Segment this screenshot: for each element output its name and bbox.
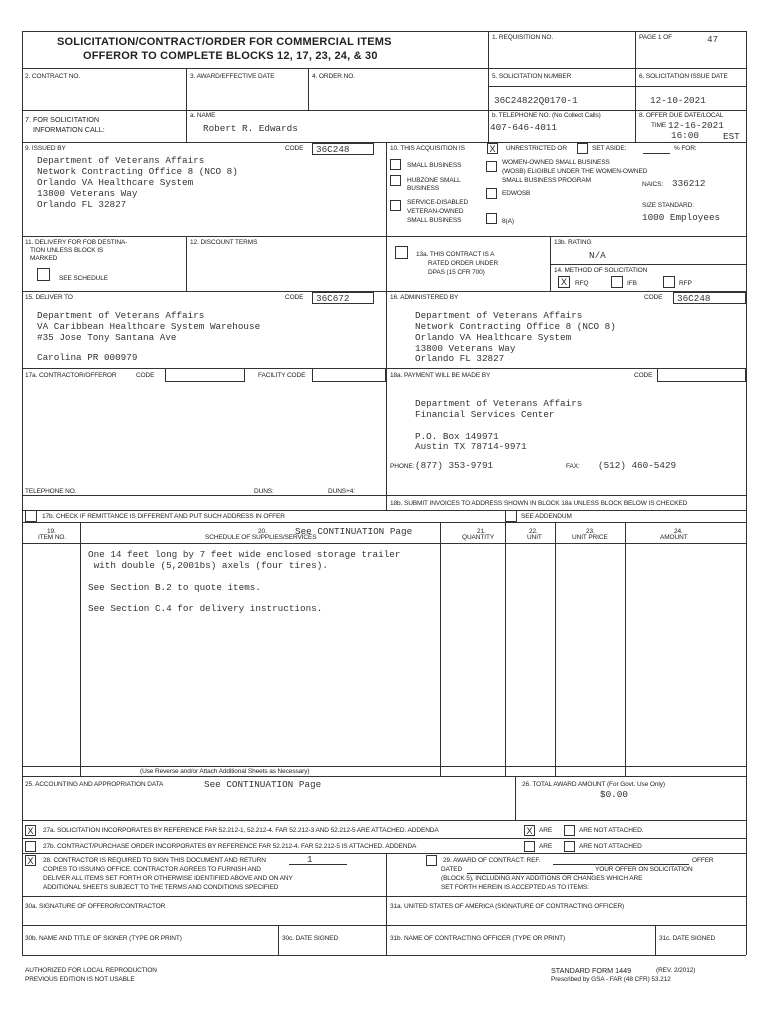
28-line-4: ADDITIONAL SHEETS SUBJECT TO THE TERMS AND CONDITIONS SPECIFIED: [43, 884, 279, 891]
rule: [386, 853, 387, 955]
hubzone-label-1: HUBZONE SMALL: [407, 177, 461, 184]
rule: [488, 86, 746, 87]
payment-code-label: CODE: [634, 372, 653, 379]
contract-no-label: 2. CONTRACT NO.: [25, 73, 81, 80]
rule: [186, 68, 187, 142]
wosb-label-1: WOMEN-OWNED SMALL BUSINESS: [502, 159, 610, 166]
rule: [746, 31, 747, 955]
supplies-label: SCHEDULE OF SUPPLIES/SERVICES: [205, 534, 317, 541]
time-zone: EST: [723, 131, 740, 142]
administered-by-line-5: Orlando FL 32827: [415, 353, 505, 364]
28-line-2: COPIES TO ISSUING OFFICE. CONTRACTOR AGREES TO FURNISH AND: [43, 866, 261, 873]
rated-order-label-3: DPAS (15 CFR 700): [428, 269, 485, 276]
footer-rev: (REV. 2/2012): [656, 967, 696, 974]
unrestricted-checkbox[interactable]: X: [487, 143, 498, 154]
size-standard-value[interactable]: 1000 Employees: [642, 212, 721, 223]
rule: [22, 31, 23, 955]
28-checkbox[interactable]: X: [25, 855, 36, 866]
solicitation-info-label-2: INFORMATION CALL:: [33, 125, 105, 134]
rule: [22, 896, 746, 897]
rule: [22, 955, 746, 956]
rule: [22, 776, 746, 777]
rule: [22, 820, 746, 821]
edwosb-label: EDWOSB: [502, 190, 531, 197]
27a-checkbox[interactable]: X: [25, 825, 36, 836]
offer-due-time[interactable]: 16:00: [671, 130, 699, 141]
deliver-to-line-3: #35 Jose Tony Santana Ave: [37, 332, 177, 343]
footer-prev: PREVIOUS EDITION IS NOT USABLE: [25, 976, 135, 983]
administered-by-line-4: 13800 Veterans Way: [415, 343, 516, 354]
copies-line: [289, 864, 347, 865]
deliver-to-line-1: Department of Veterans Affairs: [37, 310, 205, 321]
payment-line-4: P.O. Box 149971: [415, 431, 499, 442]
accounting-label: 25. ACCOUNTING AND APPROPRIATION DATA: [25, 781, 164, 788]
29-offer-label: OFFER: [692, 857, 714, 864]
rule: [22, 925, 746, 926]
rule: [22, 853, 746, 854]
rule: [22, 236, 746, 237]
amount-number: 24.: [674, 528, 683, 535]
schedule-line-1: One 14 feet long by 7 feet wide enclosed storage trailer: [88, 549, 401, 560]
issued-by-line-4: 13800 Veterans Way: [37, 188, 138, 199]
order-no-label: 4. ORDER NO.: [312, 73, 355, 80]
unit-label: UNIT: [527, 534, 542, 541]
rating-value[interactable]: N/A: [589, 250, 606, 261]
deliver-to-code-label: CODE: [285, 294, 304, 301]
copies-count[interactable]: 1: [307, 854, 313, 865]
unrestricted-label: UNRESTRICTED OR: [506, 145, 567, 152]
quantity-label: QUANTITY: [462, 534, 495, 541]
sdvosb-label-1: SERVICE-DISABLED: [407, 199, 469, 206]
solicitation-no[interactable]: 36C24822Q0170-1: [494, 95, 578, 106]
administered-by-code-label: CODE: [644, 294, 663, 301]
deliver-to-line-5: Carolina PR 000979: [37, 352, 138, 363]
rule: [80, 522, 81, 776]
rule: [22, 838, 746, 839]
pct-for-label: % FOR:: [674, 145, 697, 152]
rule: [22, 543, 746, 544]
solicitation-info-label-1: 7. FOR SOLICITATION: [25, 115, 100, 124]
ifb-label: IFB: [627, 280, 637, 287]
rfp-checkbox[interactable]: [663, 276, 675, 288]
fob-label-2: TION UNLESS BLOCK IS: [30, 247, 104, 254]
page-total: 47: [707, 34, 719, 45]
size-standard-label: SIZE STANDARD:: [642, 202, 694, 209]
offer-due-label: 8. OFFER DUE DATE/LOCAL: [639, 112, 724, 119]
sdvosb-label-3: SMALL BUSINESS: [407, 217, 462, 224]
reverse-note: (Use Reverse and/or Attach Additional Sheets as Necessary): [140, 768, 310, 775]
footer-form: STANDARD FORM 1449: [551, 966, 632, 975]
item-no-label: ITEM NO.: [38, 534, 67, 541]
29-dated-label: DATED: [441, 866, 463, 873]
27b-checkbox[interactable]: [25, 841, 36, 852]
27b-are-label: ARE: [539, 843, 553, 850]
duns-label: DUNS:: [254, 488, 274, 495]
sdvosb-label-2: VETERAN-OWNED: [407, 208, 464, 215]
rule: [625, 522, 626, 776]
rule: [655, 925, 656, 955]
facility-code-label: FACILITY CODE: [258, 372, 306, 379]
payment-phone-label: PHONE:: [390, 463, 415, 470]
duns4-label: DUNS+4:: [328, 488, 355, 495]
29-line-3: (BLOCK 5), INCLUDING ANY ADDITIONS OR CHANGES WHICH ARE: [441, 875, 643, 882]
rule: [278, 925, 279, 955]
dated-line: [467, 873, 593, 874]
contractor-label: 17a. CONTRACTOR/OFFEROR: [25, 372, 117, 379]
set-aside-pct-line: [643, 153, 670, 154]
payment-code-field[interactable]: [657, 368, 746, 382]
edwosb-checkbox[interactable]: [486, 188, 497, 199]
form-title-line1: SOLICITATION/CONTRACT/ORDER FOR COMMERCIAL ITEMS: [57, 36, 392, 48]
27a-are-not-checkbox[interactable]: [564, 825, 575, 836]
29-line-2b: YOUR OFFER ON SOLICITATION: [595, 866, 693, 873]
29-checkbox[interactable]: [426, 855, 437, 866]
ifb-checkbox[interactable]: [611, 276, 623, 288]
deliver-to-label: 15. DELIVER TO: [25, 294, 73, 301]
28-line-3: DELIVER ALL ITEMS SET FORTH OR OTHERWISE IDENTIFIED ABOVE AND ON ANY: [43, 875, 293, 882]
item-no-number: 19.: [47, 528, 56, 535]
rule: [22, 110, 746, 111]
28-line-1: 28. CONTRACTOR IS REQUIRED TO SIGN THIS DOCUMENT AND RETURN: [43, 857, 266, 864]
issue-date[interactable]: 12-10-2021: [650, 95, 706, 106]
issued-by-line-2: Network Contracting Office 8 (NCO 8): [37, 166, 238, 177]
contractor-code-label: CODE: [136, 372, 155, 379]
27a-are-checkbox[interactable]: X: [524, 825, 535, 836]
amount-label: AMOUNT: [660, 534, 688, 541]
issued-by-label: 9. ISSUED BY: [25, 145, 66, 152]
naics-value[interactable]: 336212: [672, 178, 706, 189]
name-30b-label: 30b. NAME AND TITLE OF SIGNER (TYPE OR PRINT): [25, 935, 182, 942]
schedule-line-4: See Section B.2 to quote items.: [88, 582, 261, 593]
rule-dotted: [22, 766, 746, 767]
payment-fax-label: FAX:: [566, 463, 580, 470]
see-schedule-checkbox[interactable]: [37, 268, 50, 281]
sig-30a-label: 30a. SIGNATURE OF OFFEROR/CONTRACTOR: [25, 903, 166, 910]
administered-by-line-1: Department of Veterans Affairs: [415, 310, 583, 321]
rule: [386, 142, 387, 510]
eight-a-label: 8(A): [502, 218, 514, 225]
rated-order-checkbox[interactable]: [395, 246, 408, 259]
unit-price-label: UNIT PRICE: [572, 534, 608, 541]
rule: [515, 776, 516, 820]
telephone-label: b. TELEPHONE NO. (No Collect Calls): [492, 112, 601, 119]
schedule-line-6: See Section C.4 for delivery instructions.: [88, 603, 323, 614]
see-addendum-checkbox[interactable]: [505, 510, 517, 522]
small-business-label: SMALL BUSINESS: [407, 162, 462, 169]
wosb-label-3: SMALL BUSINESS PROGRAM: [502, 177, 591, 184]
contact-name[interactable]: Robert R. Edwards: [203, 123, 298, 134]
method-label: 14. METHOD OF SOLICITATION: [554, 267, 648, 274]
set-aside-label: SET ASIDE:: [592, 145, 627, 152]
discount-terms-label: 12. DISCOUNT TERMS: [190, 239, 258, 246]
naics-label: NAICS:: [642, 181, 664, 188]
issued-by-line-3: Orlando VA Healthcare System: [37, 177, 194, 188]
offer-due-date[interactable]: 12-16-2021: [668, 120, 724, 131]
payment-line-1: Department of Veterans Affairs: [415, 398, 583, 409]
rfq-label: RFQ: [575, 280, 589, 287]
fob-label-3: MARKED: [30, 255, 58, 262]
see-addendum-label: SEE ADDENDUM: [521, 513, 572, 520]
issued-by-code-label: CODE: [285, 145, 304, 152]
rule: [308, 68, 309, 110]
rating-label: 13b. RATING: [554, 239, 592, 246]
rule: [550, 264, 746, 265]
27b-are-checkbox[interactable]: [524, 841, 535, 852]
payment-phone: (877) 353-9791: [415, 460, 494, 471]
rule: [22, 291, 746, 292]
total-award-label: 26. TOTAL AWARD AMOUNT (For Govt. Use Only): [522, 781, 665, 788]
issued-by-line-5: Orlando FL 32827: [37, 199, 127, 210]
unit-price-number: 23.: [586, 528, 595, 535]
29-line-1: 29. AWARD OF CONTRACT: REF.: [443, 857, 541, 864]
rule: [386, 495, 746, 496]
facility-code-field[interactable]: [312, 368, 386, 382]
remittance-checkbox[interactable]: [25, 510, 37, 522]
footer-auth: AUTHORIZED FOR LOCAL REPRODUCTION: [25, 967, 157, 974]
time-label: TIME: [651, 122, 667, 129]
rated-order-label-2: RATED ORDER UNDER: [428, 260, 499, 267]
rule: [22, 31, 746, 32]
sdvosb-checkbox[interactable]: [390, 200, 401, 211]
deliver-to-code[interactable]: 36C672: [312, 292, 374, 304]
quantity-number: 21.: [477, 528, 486, 535]
schedule-line-2: with double (5,2001bs) axels (four tires).: [88, 560, 328, 571]
solicitation-no-label: 5. SOLICITATION NUMBER: [492, 73, 572, 80]
name-label: a. NAME: [190, 112, 216, 119]
rated-order-label-1: 13a. THIS CONTRACT IS A: [416, 251, 495, 258]
rule: [440, 522, 441, 776]
set-aside-checkbox[interactable]: [577, 143, 588, 154]
issued-by-line-1: Department of Veterans Affairs: [37, 155, 205, 166]
wosb-label-2: (WOSB) ELIGIBLE UNDER THE WOMEN-OWNED: [502, 168, 648, 175]
27b-are-not-checkbox[interactable]: [564, 841, 575, 852]
rule: [22, 142, 746, 143]
remittance-label: 17b. CHECK IF REMITTANCE IS DIFFERENT AND PUT SUCH ADDRESS IN OFFER: [42, 513, 285, 520]
wosb-checkbox[interactable]: [486, 161, 497, 172]
requisition-no-label: 1. REQUISITION NO.: [492, 34, 554, 41]
acquisition-label: 10. THIS ACQUISITION IS: [390, 145, 465, 152]
name-31b-label: 31b. NAME OF CONTRACTING OFFICER (TYPE OR PRINT): [390, 935, 566, 942]
supplies-number: 20.: [258, 528, 267, 535]
total-award-value[interactable]: $0.00: [600, 789, 628, 800]
accounting-value: See CONTINUATION Page: [204, 779, 322, 790]
fob-label-1: 11. DELIVERY FOR FOB DESTINA-: [25, 239, 128, 246]
award-ref-line: [553, 864, 689, 865]
27a-are-label: ARE: [539, 827, 553, 834]
hubzone-checkbox[interactable]: [390, 175, 401, 186]
rule: [22, 68, 746, 69]
footer-prescribed: Prescribed by GSA - FAR (48 CFR) 53.212: [551, 976, 671, 983]
deliver-to-line-2: VA Caribbean Healthcare System Warehouse: [37, 321, 261, 332]
issued-by-code[interactable]: 36C248: [312, 143, 374, 155]
small-business-checkbox[interactable]: [390, 159, 401, 170]
award-date-label: 3. AWARD/EFFECTIVE DATE: [190, 73, 275, 80]
page-label: PAGE 1 OF: [639, 34, 672, 41]
rule: [22, 510, 746, 511]
27a-text: 27a. SOLICITATION INCORPORATES BY REFERENCE FAR 52.212-1, 52.212-4. FAR 52.212-3 AND 52.212-5 ARE ATTACHED. ADDENDA: [43, 827, 439, 834]
administered-by-label: 16. ADMINISTERED BY: [390, 294, 459, 301]
date-30c-label: 30c. DATE SIGNED: [282, 935, 339, 942]
schedule-continuation: See CONTINUATION Page: [295, 526, 413, 537]
27a-are-not-label: ARE NOT ATTACHED.: [579, 827, 644, 834]
see-schedule-label: SEE SCHEDULE: [59, 275, 109, 282]
payment-fax: (512) 460-5429: [598, 460, 677, 471]
administered-by-line-3: Orlando VA Healthcare System: [415, 332, 572, 343]
administered-by-line-2: Network Contracting Office 8 (NCO 8): [415, 321, 616, 332]
rfp-label: RFP: [679, 280, 692, 287]
29-line-4: SET FORTH HEREIN IS ACCEPTED AS TO ITEMS:: [441, 884, 589, 891]
form-title-line2: OFFEROR TO COMPLETE BLOCKS 12, 17, 23, 24, & 30: [83, 50, 378, 62]
unit-number: 22.: [529, 528, 538, 535]
rule: [22, 522, 746, 523]
submit-invoices-label: 18b. SUBMIT INVOICES TO ADDRESS SHOWN IN BLOCK 18a UNLESS BLOCK BELOW IS CHECKED: [390, 500, 688, 507]
27b-text: 27b. CONTRACT/PURCHASE ORDER INCORPORATES BY REFERENCE FAR 52.212-4. FAR 52.212-5 IS ATTACHED. ADDENDA: [43, 843, 417, 850]
payment-label: 18a. PAYMENT WILL BE MADE BY: [390, 372, 491, 379]
issue-date-label: 6. SOLICITATION ISSUE DATE: [639, 73, 728, 80]
27b-are-not-label: ARE NOT ATTACHED: [579, 843, 642, 850]
hubzone-label-2: BUSINESS: [407, 185, 440, 192]
rfq-checkbox[interactable]: X: [558, 276, 570, 288]
payment-line-2: Financial Services Center: [415, 409, 555, 420]
administered-by-code[interactable]: 36C248: [673, 292, 746, 304]
sig-31a-label: 31a. UNITED STATES OF AMERICA (SIGNATURE OF CONTRACTING OFFICER): [390, 903, 625, 910]
rule: [555, 522, 556, 776]
rule: [505, 522, 506, 776]
contractor-code-field[interactable]: [165, 368, 245, 382]
eight-a-checkbox[interactable]: [486, 213, 497, 224]
date-31c-label: 31c. DATE SIGNED: [659, 935, 716, 942]
rule: [186, 236, 187, 291]
payment-line-5: Austin TX 78714-9971: [415, 441, 527, 452]
contractor-telephone-label: TELEPHONE NO.: [25, 488, 77, 495]
contact-phone[interactable]: 407-646-4011: [490, 122, 557, 133]
